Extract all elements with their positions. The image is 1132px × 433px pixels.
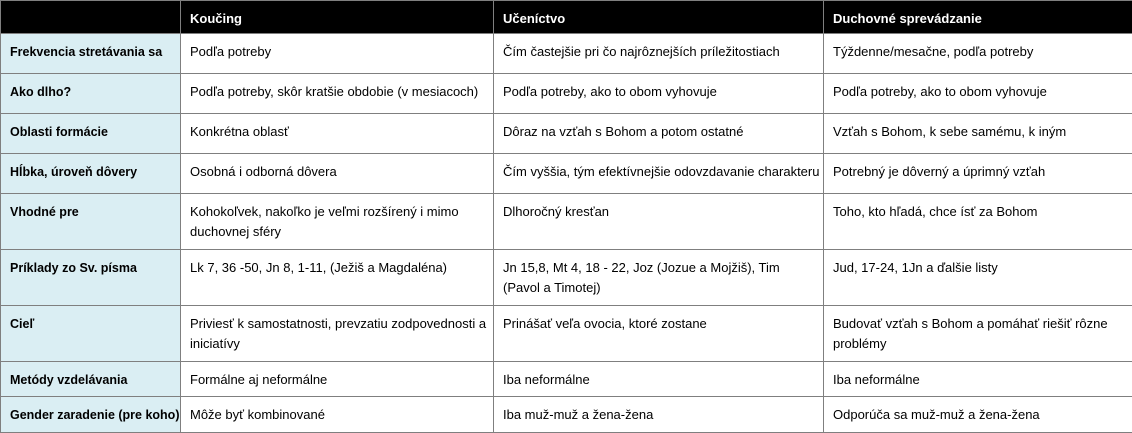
column-header: Koučing <box>181 1 494 34</box>
row-label: Príklady zo Sv. písma <box>1 250 181 306</box>
table-row <box>1 114 1132 154</box>
table-cell: Iba neformálne <box>494 362 824 397</box>
table-cell: Odporúča sa muž-muž a žena-žena <box>824 397 1132 433</box>
table-cell: Týždenne/mesačne, podľa potreby <box>824 34 1132 74</box>
table-row <box>1 306 1132 362</box>
table-body <box>1 34 1132 433</box>
table-cell: Podľa potreby <box>181 34 494 74</box>
row-label: Cieľ <box>1 306 181 362</box>
column-header: Učeníctvo <box>494 1 824 34</box>
row-label: Gender zaradenie (pre koho) <box>1 397 181 433</box>
table-row <box>1 397 1132 433</box>
row-label: Oblasti formácie <box>1 114 181 154</box>
table-cell: Formálne aj neformálne <box>181 362 494 397</box>
table-cell: Potrebný je dôverný a úprimný vzťah <box>824 154 1132 194</box>
table-cell: Čím vyššia, tým efektívnejšie odovzdavanie charakteru <box>494 154 824 194</box>
table-cell: Iba muž-muž a žena-žena <box>494 397 824 433</box>
table-cell: Priviesť k samostatnosti, prevzatiu zodpovednosti a iniciatívy <box>181 306 494 362</box>
table-row <box>1 250 1132 306</box>
table-cell: Lk 7, 36 -50, Jn 8, 1-11, (Ježiš a Magdaléna) <box>181 250 494 306</box>
row-label: Ako dlho? <box>1 74 181 114</box>
table-cell: Podľa potreby, ako to obom vyhovuje <box>824 74 1132 114</box>
table-cell: Podľa potreby, ako to obom vyhovuje <box>494 74 824 114</box>
table-cell: Osobná i odborná dôvera <box>181 154 494 194</box>
table-row <box>1 34 1132 74</box>
row-label: Frekvencia stretávania sa <box>1 34 181 74</box>
table-cell: Iba neformálne <box>824 362 1132 397</box>
table-cell: Konkrétna oblasť <box>181 114 494 154</box>
table-row <box>1 74 1132 114</box>
table-cell: Vzťah s Bohom, k sebe samému, k iným <box>824 114 1132 154</box>
table-cell: Kohokoľvek, nakoľko je veľmi rozšírený i mimo duchovnej sféry <box>181 194 494 250</box>
table-row <box>1 154 1132 194</box>
row-label: Metódy vzdelávania <box>1 362 181 397</box>
table-cell: Dlhoročný kresťan <box>494 194 824 250</box>
table-cell: Toho, kto hľadá, chce ísť za Bohom <box>824 194 1132 250</box>
table-cell: Podľa potreby, skôr kratšie obdobie (v mesiacoch) <box>181 74 494 114</box>
corner-header <box>1 1 181 34</box>
table-cell: Prinášať veľa ovocia, ktoré zostane <box>494 306 824 362</box>
table-cell: Jn 15,8, Mt 4, 18 - 22, Joz (Jozue a Mojžiš), Tim (Pavol a Timotej) <box>494 250 824 306</box>
table-row <box>1 194 1132 250</box>
table-cell: Jud, 17-24, 1Jn a ďalšie listy <box>824 250 1132 306</box>
table-cell: Dôraz na vzťah s Bohom a potom ostatné <box>494 114 824 154</box>
table-cell: Môže byť kombinované <box>181 397 494 433</box>
table-cell: Čím častejšie pri čo najrôznejších príležitostiach <box>494 34 824 74</box>
column-header: Duchovné sprevádzanie <box>824 1 1132 34</box>
row-label: Hĺbka, úroveň dôvery <box>1 154 181 194</box>
row-label: Vhodné pre <box>1 194 181 250</box>
header-row <box>1 1 1132 34</box>
table-cell: Budovať vzťah s Bohom a pomáhať riešiť rôzne problémy <box>824 306 1132 362</box>
table-row <box>1 362 1132 397</box>
